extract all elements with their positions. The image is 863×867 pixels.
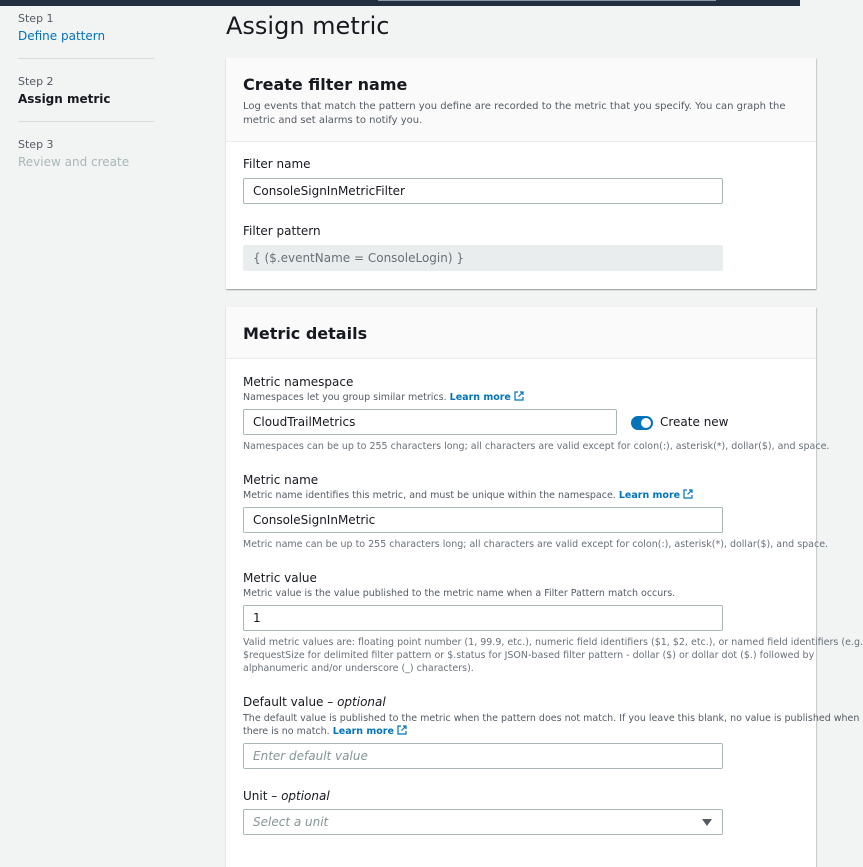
metric-value-constraint-line-2: $requestSize for delimited filter pattern or $.status for JSON-based filter pattern - dollar ($) or dollar dot ($.) followed by — [243, 650, 815, 661]
step-define-pattern-link[interactable]: Define pattern — [18, 29, 106, 43]
create-new-label: Create new — [660, 415, 729, 429]
external-link-icon — [397, 725, 407, 735]
toggle-knob — [641, 418, 651, 428]
default-value-input[interactable] — [243, 743, 723, 769]
unit-select-placeholder: Select a unit — [253, 815, 329, 829]
step-number: Step 1 — [18, 12, 54, 25]
metric-value-description: Metric value is the value published to the metric name when a Filter Pattern match occurs. — [243, 588, 676, 599]
filter-pattern-value: { ($.eventName = ConsoleLogin) } — [243, 245, 723, 271]
search-bar-edge[interactable] — [378, 0, 716, 1]
step-number: Step 3 — [18, 138, 54, 151]
learn-more-text: Learn more — [332, 726, 394, 737]
filter-name-input[interactable] — [243, 178, 723, 204]
step-3 — [18, 138, 158, 169]
panel-title: Metric details — [243, 324, 368, 343]
metric-name-input[interactable] — [243, 507, 723, 533]
learn-more-link[interactable] — [619, 490, 693, 501]
metric-value-input[interactable] — [243, 605, 723, 631]
description-text: there is no match. — [243, 726, 330, 737]
metric-value-label: Metric value — [243, 571, 317, 585]
metric-value-constraint-line-1: Valid metric values are: floating point number (1, 99.9, etc.), numeric field identifiers ($1, $2, etc.), or named field identifiers (e.g. — [243, 637, 863, 648]
filter-name-label: Filter name — [243, 157, 311, 171]
create-filter-name-panel — [226, 58, 816, 289]
default-value-description-line-2 — [243, 725, 407, 738]
metric-name-description — [243, 489, 693, 502]
metric-details-panel — [226, 307, 863, 867]
description-text: Metric name identifies this metric, and must be unique within the namespace. — [243, 490, 616, 501]
learn-more-text: Learn more — [449, 392, 511, 403]
external-link-icon — [514, 391, 524, 401]
metric-namespace-description — [243, 391, 524, 404]
panel-description: Log events that match the pattern you define are recorded to the metric that you specify. You can graph the metric and set alarms to notify you. — [243, 101, 786, 126]
metric-namespace-constraint: Namespaces can be up to 255 characters long; all characters are valid except for colon(:), asterisk(*), dollar($), and space. — [243, 441, 830, 452]
label-text: Default value – — [243, 695, 338, 709]
metric-namespace-label: Metric namespace — [243, 375, 354, 389]
optional-text: optional — [337, 695, 386, 709]
label-text: Unit – — [243, 789, 282, 803]
learn-more-link[interactable] — [450, 392, 524, 403]
caret-down-icon — [702, 819, 712, 826]
unit-select[interactable] — [243, 809, 723, 835]
panel-header — [226, 307, 816, 359]
step-review-and-create: Review and create — [18, 155, 130, 169]
page-title: Assign metric — [226, 12, 390, 40]
filter-pattern-label: Filter pattern — [243, 224, 321, 238]
learn-more-text: Learn more — [618, 490, 681, 501]
optional-text: optional — [281, 789, 330, 803]
metric-name-constraint: Metric name can be up to 255 characters long; all characters are valid except for colon(:), asterisk(*), dollar($), and space. — [243, 539, 829, 550]
step-divider — [18, 58, 154, 59]
unit-label — [243, 789, 330, 803]
metric-namespace-input[interactable] — [243, 409, 617, 435]
step-number: Step 2 — [18, 75, 54, 88]
step-divider — [18, 121, 154, 122]
panel-header — [226, 58, 816, 142]
panel-title: Create filter name — [243, 75, 408, 94]
top-navigation-bar — [0, 0, 800, 6]
step-2 — [18, 75, 158, 106]
create-new-toggle[interactable] — [631, 416, 653, 430]
learn-more-link[interactable] — [333, 726, 407, 737]
metric-name-label: Metric name — [243, 473, 319, 487]
default-value-label — [243, 695, 386, 709]
default-value-description-line-1: The default value is published to the metric when the pattern does not match. If you leave this blank, no value is published when — [243, 713, 860, 724]
description-text: Namespaces let you group similar metrics. — [243, 392, 447, 403]
step-assign-metric: Assign metric — [18, 92, 111, 106]
metric-value-constraint-line-3: alphanumeric and/or underscore (_) characters). — [243, 663, 474, 674]
external-link-icon — [683, 489, 693, 499]
step-1 — [18, 12, 158, 43]
